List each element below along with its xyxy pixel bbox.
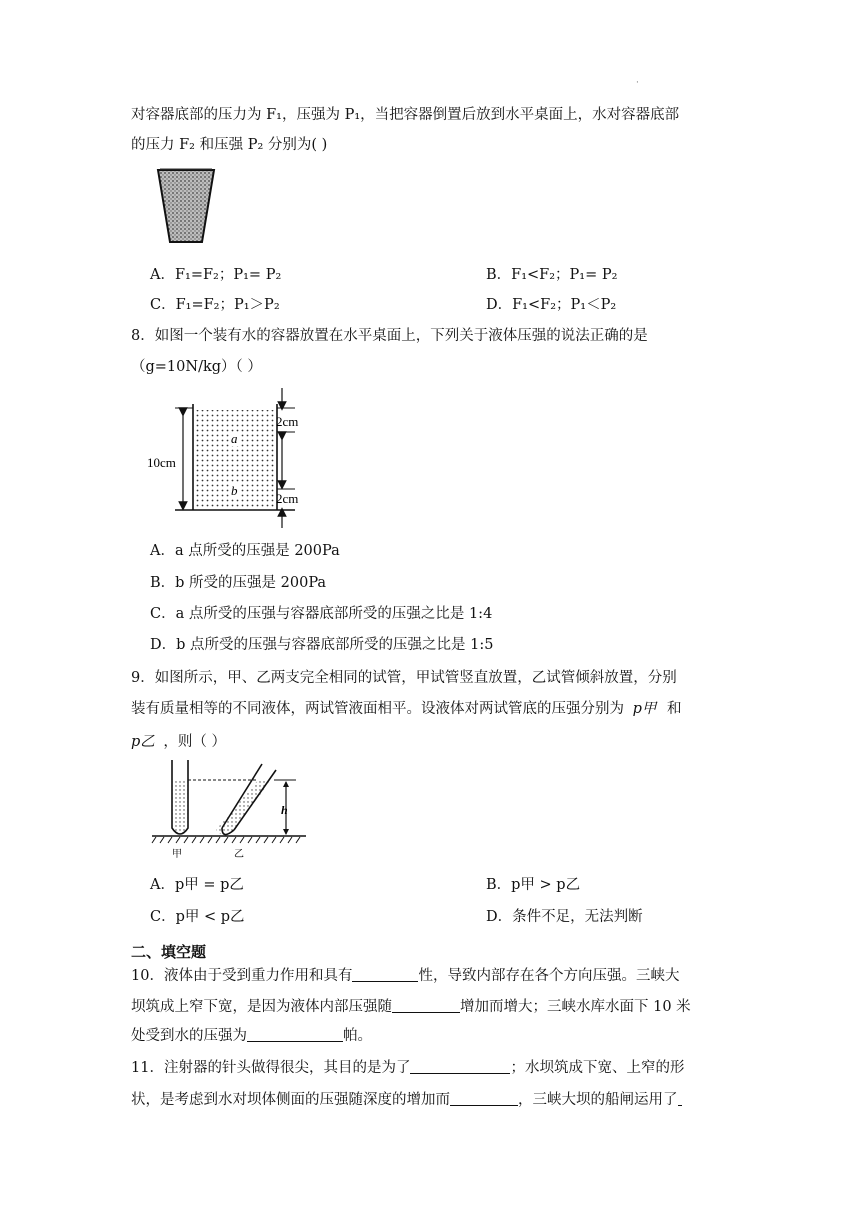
q11-line-1a: 11．注射器的针头做得很尖，其目的是为了 — [131, 1060, 411, 1076]
q9-option-a[interactable]: A．p甲 = p乙 — [150, 877, 244, 893]
q9-line-1: 9．如图所示，甲、乙两支完全相同的试管，甲试管竖直放置，乙试管倾斜放置，分别 — [131, 670, 677, 686]
q8-bottom-gap-label: 2cm — [276, 491, 299, 506]
q9-option-b[interactable]: B．p甲 > p乙 — [486, 877, 581, 893]
q9-option-c[interactable]: C．p甲 < p乙 — [150, 909, 245, 925]
q9-p-yi: p乙 — [131, 734, 155, 750]
q9-line-2-text: 装有质量相等的不同液体，两试管液面相平。设液体对两试管底的压强分别为 — [131, 701, 624, 717]
q10-blank-3[interactable] — [247, 1027, 343, 1042]
q8-height-label: 10cm — [147, 455, 176, 470]
q8-option-d[interactable]: D．b 点所受的压强与容器底部所受的压强之比是 1:5 — [150, 637, 494, 653]
q10-line-1b: 性，导致内部存在各个方向压强。三峡大 — [418, 968, 680, 984]
top-mark: · — [636, 78, 639, 88]
q8-top-gap-label: 2cm — [276, 414, 299, 429]
q8-point-b: b — [231, 483, 238, 498]
q10-blank-1[interactable] — [352, 967, 418, 982]
q10-line-3 — [131, 1025, 372, 1047]
q11-line-2 — [131, 1089, 682, 1111]
q11-blank-2[interactable] — [450, 1091, 518, 1106]
q10-line-1 — [131, 965, 679, 987]
q8-line-1: 8．如图一个装有水的容器放置在水平桌面上，下列关于液体压强的说法正确的是 — [131, 328, 648, 344]
q10-line-3b: 帕。 — [343, 1028, 372, 1044]
q9-test-tubes-figure — [150, 760, 310, 860]
q11-blank-1[interactable] — [410, 1059, 510, 1074]
q9-line-3-suffix: ，则（ ） — [163, 734, 227, 750]
q7-option-c[interactable]: C．F₁=F₂；P₁＞P₂ — [150, 297, 280, 313]
q9-option-d[interactable]: D．条件不足，无法判断 — [486, 909, 643, 925]
q11-line-1b: ；水坝筑成下宽、上窄的形 — [510, 1060, 685, 1076]
q9-label-jia: 甲 — [172, 849, 182, 860]
q8-point-a: a — [231, 431, 238, 446]
q7-container-figure — [156, 164, 216, 246]
q9-line-3 — [131, 731, 226, 753]
q10-line-1a: 10．液体由于受到重力作用和具有 — [131, 968, 353, 984]
section-title: 二、填空题 — [131, 943, 207, 961]
q11-blank-3[interactable] — [678, 1091, 682, 1106]
q11-line-2a: 状，是考虑到水对坝体侧面的压强随深度的增加而 — [131, 1092, 450, 1108]
q9-line-2 — [131, 698, 682, 720]
q10-line-2b: 增加而增大；三峡水库水面下 10 米 — [460, 999, 691, 1015]
q8-option-b[interactable]: B．b 所受的压强是 200Pa — [150, 575, 327, 591]
q7-line-1: 对容器底部的压力为 F₁，压强为 P₁，当把容器倒置后放到水平桌面上，水对容器底部 — [131, 107, 680, 123]
q8-option-c[interactable]: C．a 点所受的压强与容器底部所受的压强之比是 1:4 — [150, 606, 493, 622]
q11-line-2b: ，三峡大坝的船闸运用了 — [518, 1092, 678, 1108]
q9-h-label: h — [281, 803, 288, 817]
q8-option-a[interactable]: A．a 点所受的压强是 200Pa — [150, 543, 340, 559]
q7-line-2: 的压力 F₂ 和压强 P₂ 分别为( ) — [131, 137, 328, 153]
q7-option-b[interactable]: B．F₁<F₂；P₁= P₂ — [486, 267, 618, 283]
q10-blank-2[interactable] — [392, 998, 460, 1013]
q9-label-yi: 乙 — [234, 849, 244, 860]
q10-line-3a: 处受到水的压强为 — [131, 1028, 247, 1044]
q10-line-2 — [131, 996, 691, 1018]
q11-line-1 — [131, 1057, 684, 1079]
q9-and: 和 — [667, 701, 682, 717]
q10-line-2a: 坝筑成上窄下宽，是因为液体内部压强随 — [131, 999, 392, 1015]
q7-option-d[interactable]: D．F₁<F₂；P₁＜P₂ — [486, 297, 617, 313]
q8-container-figure — [145, 388, 315, 528]
q7-option-a[interactable]: A．F₁=F₂；P₁= P₂ — [150, 267, 282, 283]
q8-line-2: （g=10N/kg）（ ） — [131, 359, 262, 375]
q9-p-jia: p甲 — [632, 701, 657, 717]
